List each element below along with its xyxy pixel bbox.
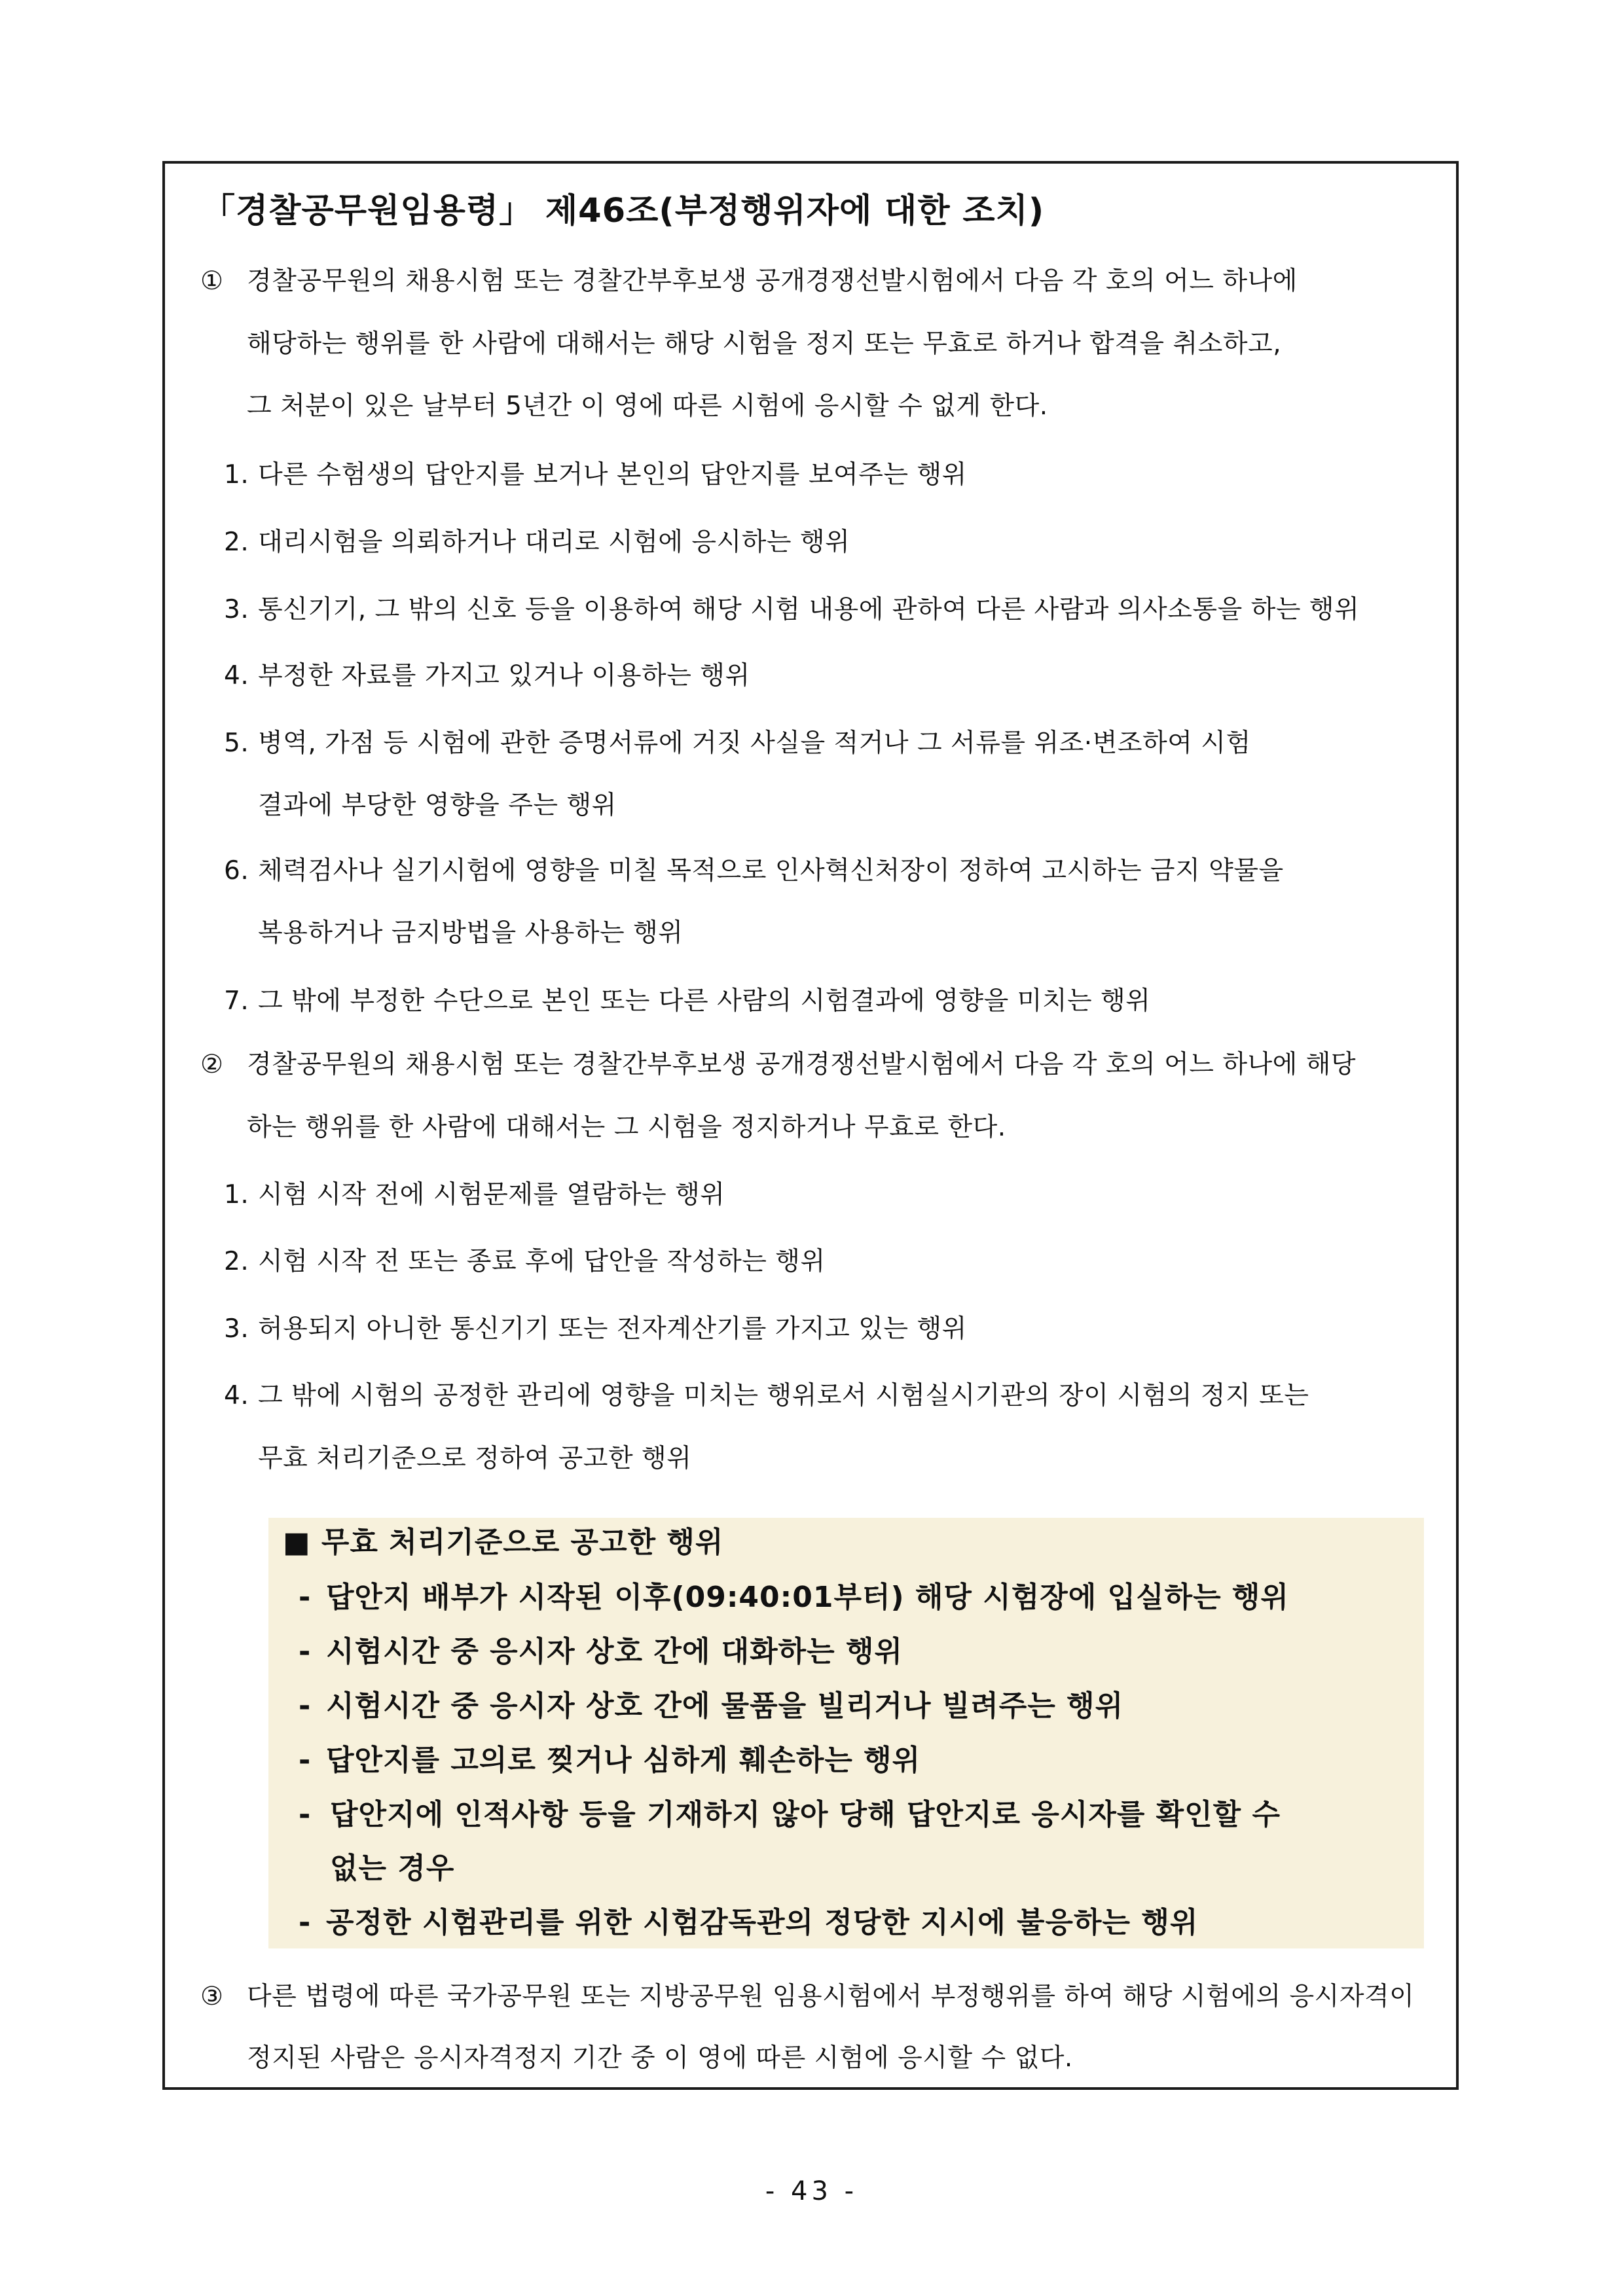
item-number: 1. [224,460,249,490]
notice-item: 시험시간 중 응시자 상호 간에 대화하는 행위 [326,1635,903,1668]
paragraph-2-line: 경찰공무원의 채용시험 또는 경찰간부후보생 공개경쟁선발시험에서 다음 각 호의 어느 하나에 해당 [247,1050,1357,1079]
article-frame [162,161,1459,2090]
item-number: 2. [224,528,249,557]
notice-dash: - [299,1798,311,1831]
item-number: 5. [224,728,249,758]
paragraph-3-line: 정지된 사람은 응시자격정지 기간 중 이 영에 따른 시험에 응시할 수 없다. [247,2043,1073,2073]
item-text: 복용하거나 금지방법을 사용하는 행위 [258,918,684,948]
page-number: - 43 - [765,2176,858,2206]
item-text: 결과에 부당한 영향을 주는 행위 [258,791,617,820]
item-text: 부정한 자료를 가지고 있거나 이용하는 행위 [258,661,750,691]
item-number: 7. [224,986,249,1016]
paragraph-1-marker: ① [200,266,223,296]
notice-item: 답안지 배부가 시작된 이후(09:40:01부터) 해당 시험장에 입실하는 행위 [326,1581,1289,1614]
notice-dash: - [299,1744,311,1777]
notice-item: 답안지에 인적사항 등을 기재하지 않아 당해 답안지로 응시자를 확인할 수 [330,1798,1281,1831]
paragraph-3-marker: ③ [200,1982,223,2011]
notice-item: 시험시간 중 응시자 상호 간에 물품을 빌리거나 빌려주는 행위 [326,1689,1124,1723]
item-text: 시험 시작 전에 시험문제를 열람하는 행위 [258,1180,725,1210]
article-title: 「경찰공무원임용령」 제46조(부정행위자에 대한 조치) [202,192,1045,230]
notice-dash: - [299,1635,311,1668]
item-number: 4. [224,1381,249,1410]
paragraph-1-line: 해당하는 행위를 한 사람에 대해서는 해당 시험을 정지 또는 무효로 하거나 합격을 취소하고, [247,329,1282,359]
notice-dash: - [299,1906,311,1939]
notice-item: 답안지를 고의로 찢거나 심하게 훼손하는 행위 [326,1744,921,1777]
paragraph-2-marker: ② [200,1050,223,1079]
item-number: 3. [224,595,249,624]
item-number: 3. [224,1314,249,1344]
item-number: 4. [224,661,249,691]
paragraph-2-line: 하는 행위를 한 사람에 대해서는 그 시험을 정지하거나 무효로 한다. [247,1113,1006,1142]
notice-item: 공정한 시험관리를 위한 시험감독관의 정당한 지시에 불응하는 행위 [326,1906,1199,1939]
item-text: 대리시험을 의뢰하거나 대리로 시험에 응시하는 행위 [258,528,850,557]
notice-title: ■ 무효 처리기준으로 공고한 행위 [283,1526,724,1559]
item-text: 다른 수험생의 답안지를 보거나 본인의 답안지를 보여주는 행위 [258,460,967,490]
item-text: 그 밖에 시험의 공정한 관리에 영향을 미치는 행위로서 시험실시기관의 장이 시험의 정지 또는 [258,1381,1309,1410]
paragraph-1-line: 그 처분이 있은 날부터 5년간 이 영에 따른 시험에 응시할 수 없게 한다. [247,391,1048,421]
item-text: 허용되지 아니한 통신기기 또는 전자계산기를 가지고 있는 행위 [258,1314,967,1344]
item-text: 체력검사나 실기시험에 영향을 미칠 목적으로 인사혁신처장이 정하여 고시하는 금지 약물을 [258,856,1284,886]
notice-box [268,1518,1424,1948]
item-number: 6. [224,856,249,886]
notice-dash: - [299,1689,311,1723]
paragraph-1-line: 경찰공무원의 채용시험 또는 경찰간부후보생 공개경쟁선발시험에서 다음 각 호의 어느 하나에 [247,266,1298,296]
notice-dash: - [299,1581,311,1614]
notice-item: 없는 경우 [330,1852,455,1885]
paragraph-3-line: 다른 법령에 따른 국가공무원 또는 지방공무원 임용시험에서 부정행위를 하여 해당 시험에의 응시자격이 [247,1982,1415,2011]
item-text: 병역, 가점 등 시험에 관한 증명서류에 거짓 사실을 적거나 그 서류를 위조·변조하여 시험 [258,728,1251,758]
item-text: 그 밖에 부정한 수단으로 본인 또는 다른 사람의 시험결과에 영향을 미치는 행위 [258,986,1151,1016]
item-number: 1. [224,1180,249,1210]
item-number: 2. [224,1247,249,1276]
item-text: 시험 시작 전 또는 종료 후에 답안을 작성하는 행위 [258,1247,826,1276]
item-text: 무효 처리기준으로 정하여 공고한 행위 [258,1444,692,1473]
item-text: 통신기기, 그 밖의 신호 등을 이용하여 해당 시험 내용에 관하여 다른 사람과 의사소통을 하는 행위 [258,595,1360,624]
